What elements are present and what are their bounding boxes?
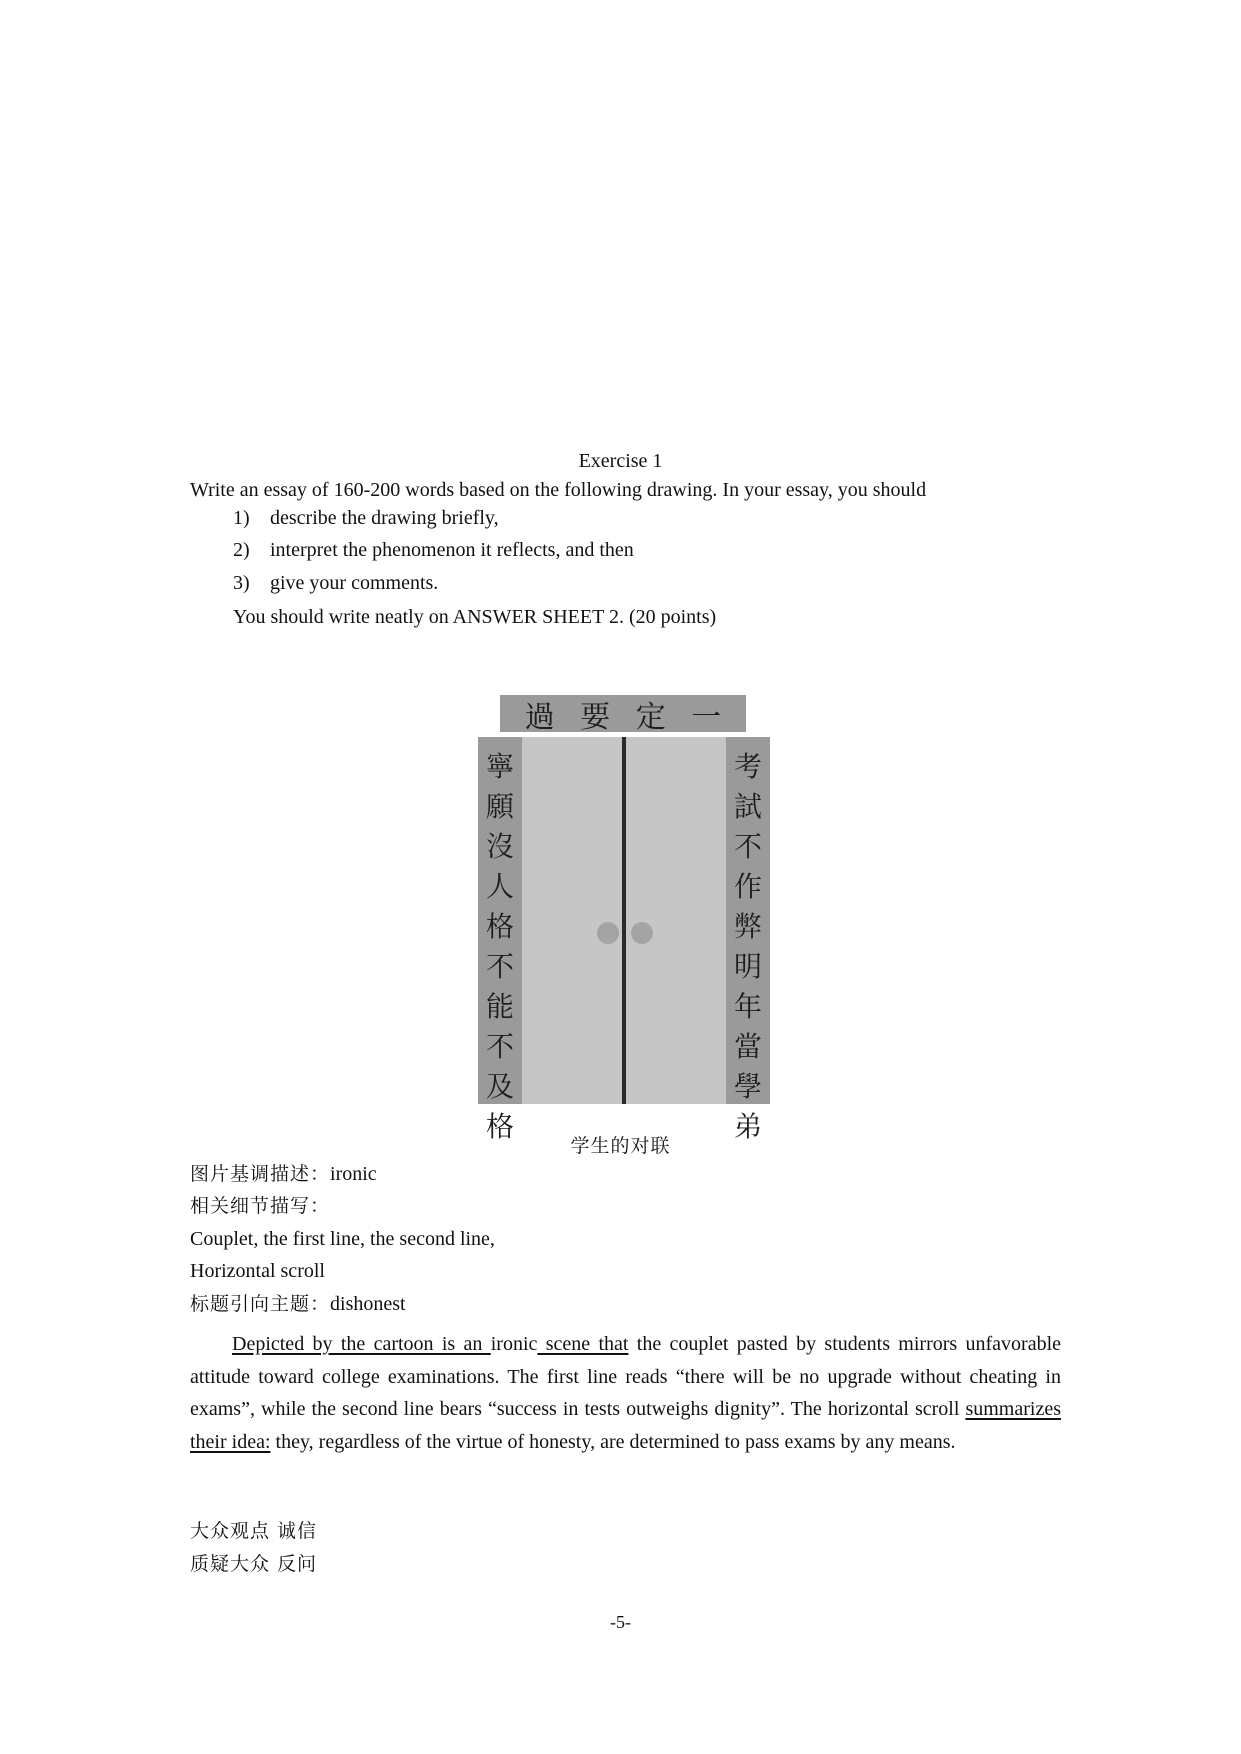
- tone-value: ironic: [330, 1163, 377, 1185]
- right-scroll: [726, 737, 770, 1143]
- theme-line: [190, 1291, 406, 1317]
- detail-line-1: Couplet, the first line, the second line,: [190, 1228, 495, 1250]
- scroll-char: 沒: [485, 830, 514, 863]
- door-knob: [631, 922, 653, 944]
- underlined-phrase: scene that: [537, 1333, 629, 1355]
- scroll-char: 弊: [733, 910, 762, 943]
- theme-label: 标题引向主题：: [190, 1293, 331, 1315]
- scroll-char: 學: [733, 1070, 762, 1103]
- task-text: give your comments.: [270, 572, 439, 594]
- task-number: 2): [233, 539, 250, 561]
- tone-label: 图片基调描述：: [190, 1163, 331, 1185]
- scroll-char: 過: [524, 699, 555, 735]
- horizontal-scroll: [500, 695, 746, 735]
- theme-value: dishonest: [330, 1293, 406, 1315]
- couplet-drawing: [478, 695, 772, 1143]
- paragraph-text: the couplet pasted by students mirrors unfavorable attitude toward college examinations. The first line reads “there will be no upgrade without cheating in exams”, while the second line bears “success in tests outweighs dignity”. The horizontal scroll: [190, 1333, 1062, 1420]
- door: [522, 737, 726, 1104]
- scroll-char: 不: [485, 1030, 514, 1063]
- tone-line: [190, 1161, 377, 1187]
- scroll-char: 不: [485, 950, 514, 983]
- exercise-title: Exercise 1: [578, 450, 663, 472]
- scroll-char: 考: [733, 750, 762, 783]
- scroll-char: 能: [485, 990, 514, 1023]
- task-item: [0, 507, 1241, 533]
- page-number: -5-: [610, 1612, 631, 1632]
- scroll-char: 寧: [485, 750, 514, 783]
- scroll-char: 作: [733, 870, 762, 903]
- footer-note-1: 大众观点 诚信: [190, 1520, 318, 1542]
- task-text: describe the drawing briefly,: [270, 507, 499, 529]
- task-item: [0, 539, 1241, 565]
- footer-note-2: 质疑大众 反问: [190, 1553, 318, 1575]
- scroll-char: 人: [485, 870, 514, 903]
- scroll-char: 定: [635, 699, 666, 735]
- sample-paragraph: [190, 1328, 1061, 1458]
- task-text: interpret the phenomenon it reflects, and then: [270, 539, 634, 561]
- scroll-char: 及: [485, 1070, 514, 1103]
- scroll-char: 弟: [733, 1110, 762, 1143]
- door-knob: [597, 922, 619, 944]
- scroll-char: 格: [485, 1110, 514, 1143]
- left-scroll: [478, 737, 522, 1143]
- scroll-char: 不: [733, 830, 762, 863]
- scroll-char: 明: [733, 950, 762, 983]
- task-item: [0, 572, 1241, 598]
- scroll-char: 格: [485, 910, 514, 943]
- door-seam: [622, 737, 626, 1104]
- underlined-phrase: summarizes their idea:: [190, 1398, 1061, 1453]
- task-number: 1): [233, 507, 250, 529]
- paragraph-text: ironic: [490, 1333, 538, 1355]
- scroll-char: 一: [691, 699, 722, 735]
- task-number: 3): [233, 572, 250, 594]
- detail-line-2: Horizontal scroll: [190, 1260, 325, 1282]
- scroll-char: 要: [580, 699, 611, 735]
- underlined-phrase: Depicted by the cartoon is an: [232, 1333, 491, 1355]
- scroll-char: 願: [485, 790, 514, 823]
- detail-label: 相关细节描写：: [190, 1195, 331, 1217]
- drawing-caption: 学生的对联: [570, 1135, 671, 1157]
- scroll-char: 當: [733, 1030, 762, 1063]
- scroll-char: 年: [733, 990, 762, 1023]
- exercise-instruction: Write an essay of 160-200 words based on the following drawing. In your essay, you should: [190, 479, 927, 501]
- scroll-char: 試: [733, 790, 762, 823]
- answer-sheet-note: You should write neatly on ANSWER SHEET 2. (20 points): [233, 606, 717, 628]
- paragraph-text: they, regardless of the virtue of honesty, are determined to pass exams by any means.: [270, 1430, 956, 1453]
